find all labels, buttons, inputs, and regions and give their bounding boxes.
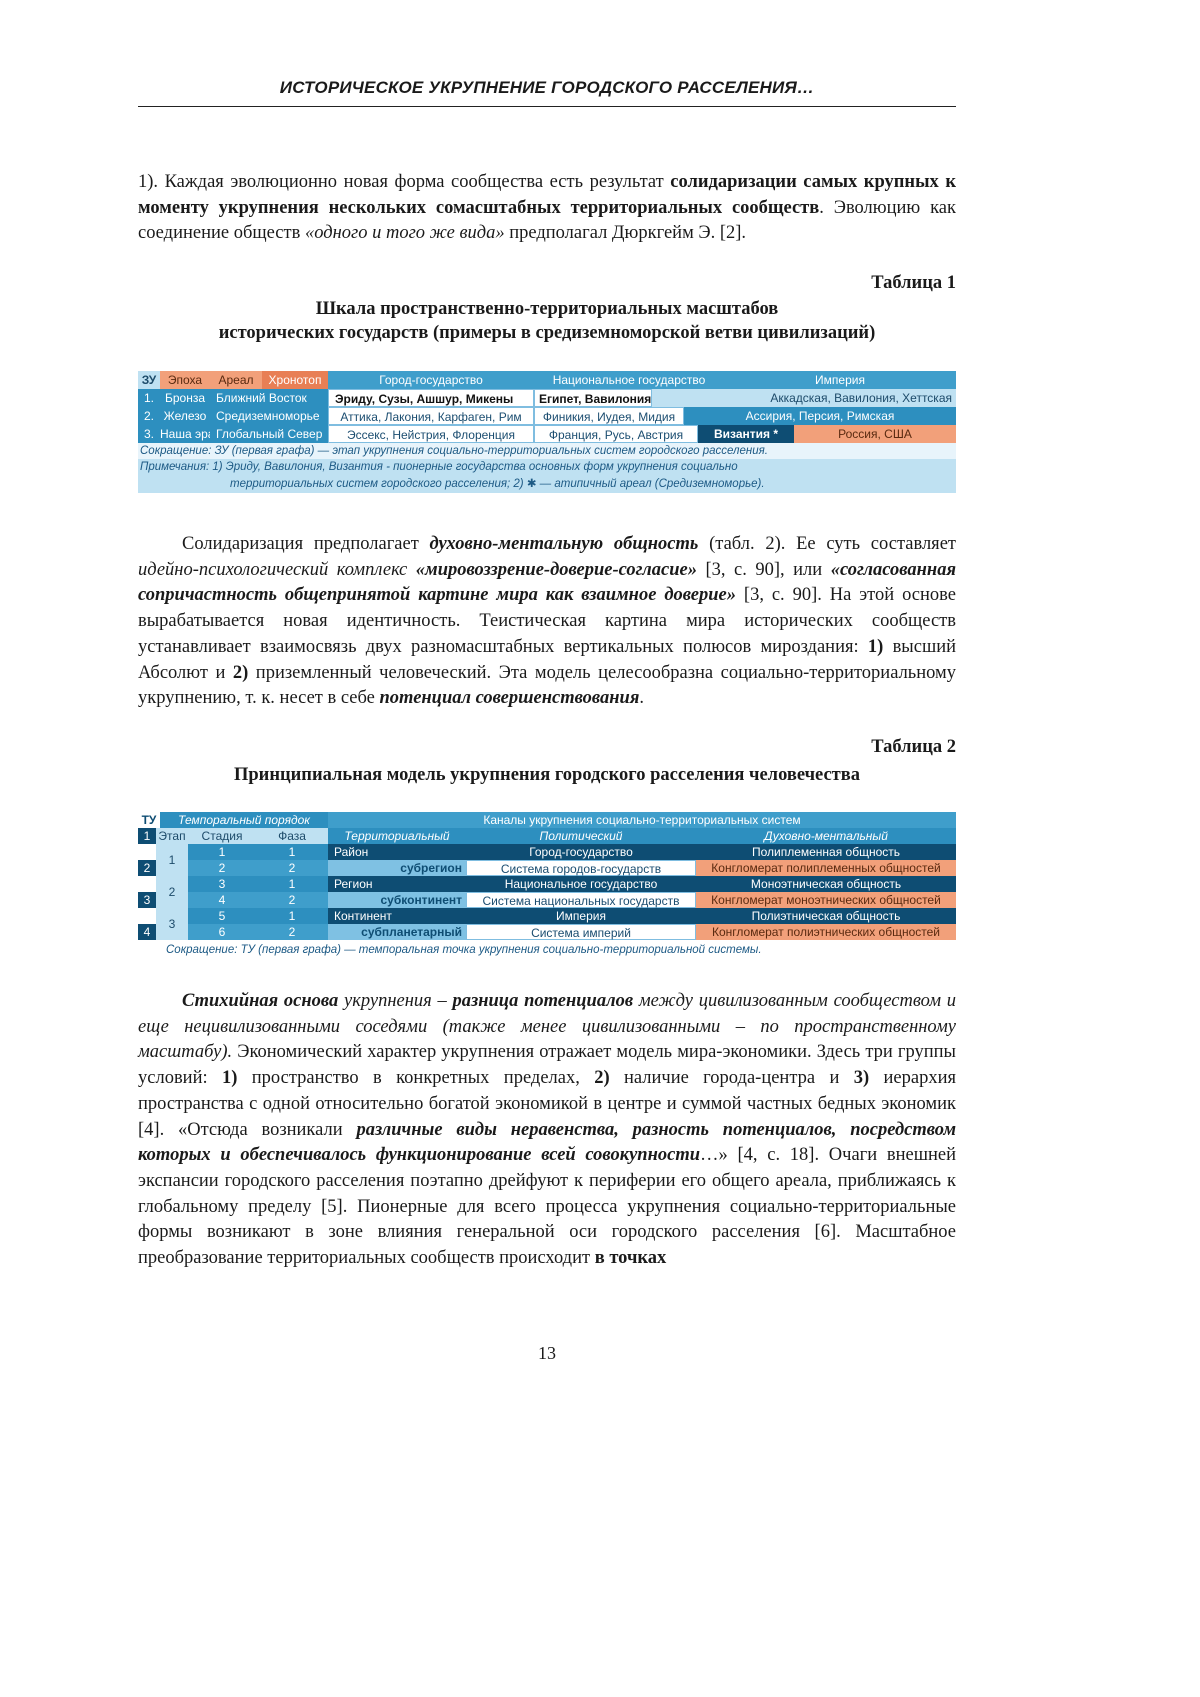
table-2 [138,812,956,962]
table1-title: Шкала пространственно-территориальных масштабов исторических государств (примеры в средиземноморской ветви цивилизаций) [138,297,956,345]
table2-label: Таблица 2 [138,737,956,758]
table1-header-row: ЗУ Эпоха Ареал Хронотоп Город-государство Национальное государство Империя [138,371,956,389]
page-number: 13 [138,1343,956,1364]
table1-row: 3. Наша эра Глобальный Север Эссекс, Нейстрия, Флоренция Франция, Русь, Австрия Византия * Россия, США [138,425,956,443]
header-rule [138,106,956,107]
table2-title: Принципиальная модель укрупнения городского расселения человечества [138,763,956,787]
paragraph-3: Стихийная основа укрупнения – разница потенциалов между цивилизованным сообществом и еще нецивилизованными соседями (также менее цивилизованными – по пространственному масштабу). Экономический характер укрупнения отражает модель мира-экономики. Здесь три группы условий: 1) пространство в конкретных пределах, 2) наличие города-центра и 3) иерархия пространства с одной относительно богатой экономикой в центре и суммой частных бедных экономик [4]. «Отсюда возникали различные виды неравенства, разность потенциалов, посредством которых и обеспечивалось функционирование всей совокупности…» [4, с. 18]. Очаги внешней экспансии городского расселения поэтапно дрейфуют к периферии его общего ареала, приближаясь к глобальному пределу [5]. Пионерные для всего процесса укрупнения социально-территориальные формы возникают в зоне влияния генеральной оси городского расселения [6]. Масштабное преобразование территориальных сообществ происходит в точках [138,989,956,1272]
table2-header-row-1: ТУ Темпоральный порядок Каналы укрупнения социально-территориальных систем [138,812,956,828]
table1-abbreviation: Сокращение: ЗУ (первая графа) — этап укрупнения социально-территориальных систем городского расселения. [138,443,956,459]
table2-abbreviation: Сокращение: ТУ (первая графа) — темпоральная точка укрупнения социально-территориальной системы. [138,942,956,958]
table2-header-row-2: 1 Этап Стадия Фаза Территориальный Политический Духовно-ментальный [138,828,956,844]
table2-row: 2 2 2 субрегион Система городов-государств Конгломерат полиплеменных общностей [138,860,956,876]
table2-row: 3 5 1 Континент Империя Полиэтническая общность [138,908,956,924]
table2-row: 4 6 2 субпланетарный Система империй Конгломерат полиэтнических общностей [138,924,956,940]
table2-row: 1 1 1 Район Город-государство Полиплеменная общность [138,844,956,860]
table1-row: 2. Железо Средиземноморье Аттика, Лакония, Карфаген, Рим Финикия, Иудея, Мидия Ассирия, Персия, Римская [138,407,956,425]
table1-label: Таблица 1 [138,273,956,294]
running-header: ИСТОРИЧЕСКОЕ УКРУПНЕНИЕ ГОРОДСКОГО РАССЕЛЕНИЯ… [138,78,956,98]
paragraph-2: Солидаризация предполагает духовно-ментальную общность (табл. 2). Ее суть составляет идейно-психологический комплекс «мировоззрение-доверие-согласие» [3, с. 90], или «согласованная сопричастность общепринятой картине мира как взаимное доверие» [3, с. 90]. На этой основе вырабатывается новая идентичность. Теистическая картина мира исторических сообществ устанавливает взаимосвязь двух разномасштабных вертикальных полюсов мироздания: 1) высший Абсолют и 2) приземленный человеческий. Эта модель целесообразна социально-территориальному укрупнению, т. к. несет в себе потенциал совершенствования. [138,532,956,712]
paragraph-1: 1). Каждая эволюционно новая форма сообщества есть результат солидаризации самых крупных к моменту укрупнения нескольких сомасштабных территориальных сообществ. Эволюцию как соединение обществ «одного и того же вида» предполагал Дюркгейм Э. [2]. [138,170,956,247]
table2-row: 3 4 2 субконтинент Система национальных государств Конгломерат моноэтнических общностей [138,892,956,908]
table1-notes: Примечания: 1) Эриду, Вавилония, Византия - пионерные государства основных форм укрупнения социально территориальных систем городского расселения; 2) ✱ — атипичный ареал (Средиземноморье). [138,459,956,493]
table2-row: 2 3 1 Регион Национальное государство Моноэтническая общность [138,876,956,892]
table1-row: 1. Бронза Ближний Восток Эриду, Сузы, Ашшур, Микены Египет, Вавилония, Ассирия Аккадская, Вавилония, Хеттская [138,389,956,407]
table-1 [138,371,956,505]
